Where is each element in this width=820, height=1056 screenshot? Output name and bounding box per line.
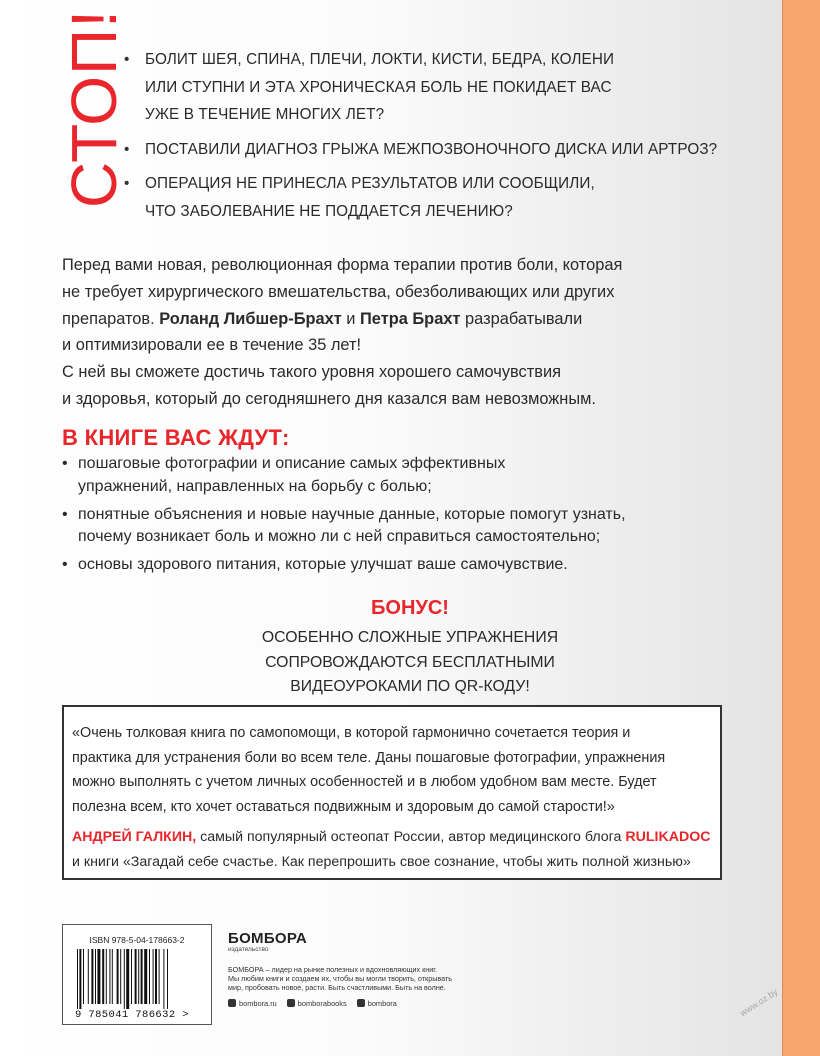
social-link[interactable]: bombora <box>357 999 397 1008</box>
publisher-block <box>228 930 528 1008</box>
book-spine-edge <box>782 0 820 1056</box>
author-name: АНДРЕЙ ГАЛКИН, <box>72 829 197 845</box>
barcode-bar <box>163 949 164 1009</box>
barcode-bar <box>124 949 125 1009</box>
book-contents-heading: В КНИГЕ ВАС ЖДУТ: <box>62 425 290 450</box>
barcode-digits: 9 785041 786632 > <box>75 1009 189 1021</box>
author-name: Роланд Либшер-Брахт <box>159 309 342 328</box>
symptom-item: • ПОСТАВИЛИ ДИАГНОЗ ГРЫЖА МЕЖПОЗВОНОЧНОГО ДИСКА ИЛИ АРТРОЗ? <box>120 136 770 164</box>
globe-icon <box>228 999 236 1007</box>
book-contents-list <box>62 453 742 582</box>
bonus-heading: БОНУС! <box>371 597 449 619</box>
publisher-sub: издательство <box>228 946 269 953</box>
barcode-bar <box>159 949 160 1004</box>
barcode-bar <box>77 949 78 1009</box>
telegram-icon <box>357 999 365 1007</box>
barcode-bar <box>117 949 119 1004</box>
author-name: Петра Брахт <box>360 309 461 328</box>
barcode-bar <box>79 949 81 1009</box>
list-item: • основы здорового питания, которые улучшат ваше самочувствие. <box>62 554 742 577</box>
barcode-bar <box>138 949 139 1004</box>
barcode-bar <box>144 949 147 1004</box>
barcode-bar <box>135 949 137 1004</box>
barcode-bar <box>155 949 157 1004</box>
barcode-bar <box>149 949 150 1004</box>
barcode-bar <box>109 949 110 1004</box>
social-link[interactable]: bomborabooks <box>287 999 347 1008</box>
barcode-bar <box>131 949 132 1004</box>
barcode-bar <box>167 949 168 1009</box>
barcode-bar <box>141 949 143 1004</box>
social-links <box>228 999 528 1008</box>
bonus-text: ОСОБЕННО СЛОЖНЫЕ УПРАЖНЕНИЯ СОПРОВОЖДАЮТСЯ БЕСПЛАТНЫМИ ВИДЕОУРОКАМИ ПО QR-КОДУ! <box>261 629 559 695</box>
social-link[interactable]: bombora.ru <box>228 999 277 1008</box>
isbn-label: ISBN 978-5-04-178663-2 <box>89 935 185 945</box>
barcode-bar <box>106 949 107 1004</box>
blog-name: RULIKADOC <box>625 829 711 845</box>
intro-paragraph: Перед вами новая, революционная форма терапии против боли, которая не требует хирургического вмешательства, обезболивающих или других препаратов. Роланд Либшер-Брахт и Петра Брахт разрабатывали и оптимизировали ее в течение 35 лет! С ней вы сможете достичь такого уровня хорошего самочувствия и здоровья, который до сегодняшнего дня казался вам невозможным. <box>62 256 623 408</box>
testimonial-author: АНДРЕЙ ГАЛКИН, самый популярный остеопат России, автор медицинского блога RULIKADOC и книги «Загадай себе счастье. Как перепрошить свое сознание, чтобы жить полной жизнью» <box>72 829 711 870</box>
list-item: • пошаговые фотографии и описание самых эффективных упражнений, направленных на борьбу с болью; <box>62 453 742 499</box>
barcode-bar <box>91 949 93 1004</box>
symptom-item: • ОПЕРАЦИЯ НЕ ПРИНЕСЛА РЕЗУЛЬТАТОВ ИЛИ СООБЩИЛИ, ЧТО ЗАБОЛЕВАНИЕ НЕ ПОДДАЕТСЯ ЛЕЧЕНИЮ? <box>120 170 770 225</box>
barcode-bars <box>77 949 199 1009</box>
list-item: • понятные объяснения и новые научные данные, которые помогут узнать, почему возникает боль и можно ли с ней справиться самостоятельно; <box>62 504 742 550</box>
stop-heading: СТОП! <box>58 9 130 208</box>
watermark: www.oz.by <box>738 986 780 1019</box>
barcode-bar <box>95 949 96 1004</box>
barcode-bar <box>126 949 129 1009</box>
testimonial-quote: «Очень толковая книга по самопомощи, в которой гармонично сочетается теория и практика для устранения боли во всем теле. Даны пошаговые фотографии, упражнения можно выполнять с учетом личных особенностей и в любом удобном вам месте. Будет полезна всем, кто хочет оставаться подвижным и здоровым до самой старости!» <box>72 725 666 815</box>
symptom-list <box>120 46 770 232</box>
barcode-bar <box>102 949 104 1004</box>
barcode <box>62 924 212 1025</box>
barcode-bar <box>97 949 100 1004</box>
barcode-bar <box>112 949 113 1004</box>
vk-icon <box>287 999 295 1007</box>
testimonial-box <box>62 705 722 880</box>
publisher-description: БОМБОРА – лидер на рынке полезных и вдохновляющих книг. Мы любим книги и создаем их, чтобы вы могли творить, открывать мир, пробовать новое, расти. Быть счастливыми. Быть на волне. <box>228 965 452 993</box>
barcode-bar <box>120 949 121 1004</box>
publisher-logo: БОМБОРА <box>228 930 308 947</box>
barcode-bar <box>83 949 84 1004</box>
barcode-bar <box>153 949 154 1004</box>
symptom-item: • БОЛИТ ШЕЯ, СПИНА, ПЛЕЧИ, ЛОКТИ, КИСТИ, БЕДРА, КОЛЕНИ ИЛИ СТУПНИ И ЭТА ХРОНИЧЕСКАЯ БОЛЬ НЕ ПОКИДАЕТ ВАС УЖЕ В ТЕЧЕНИЕ МНОГИХ ЛЕТ? <box>120 46 770 129</box>
barcode-bar <box>88 949 89 1004</box>
